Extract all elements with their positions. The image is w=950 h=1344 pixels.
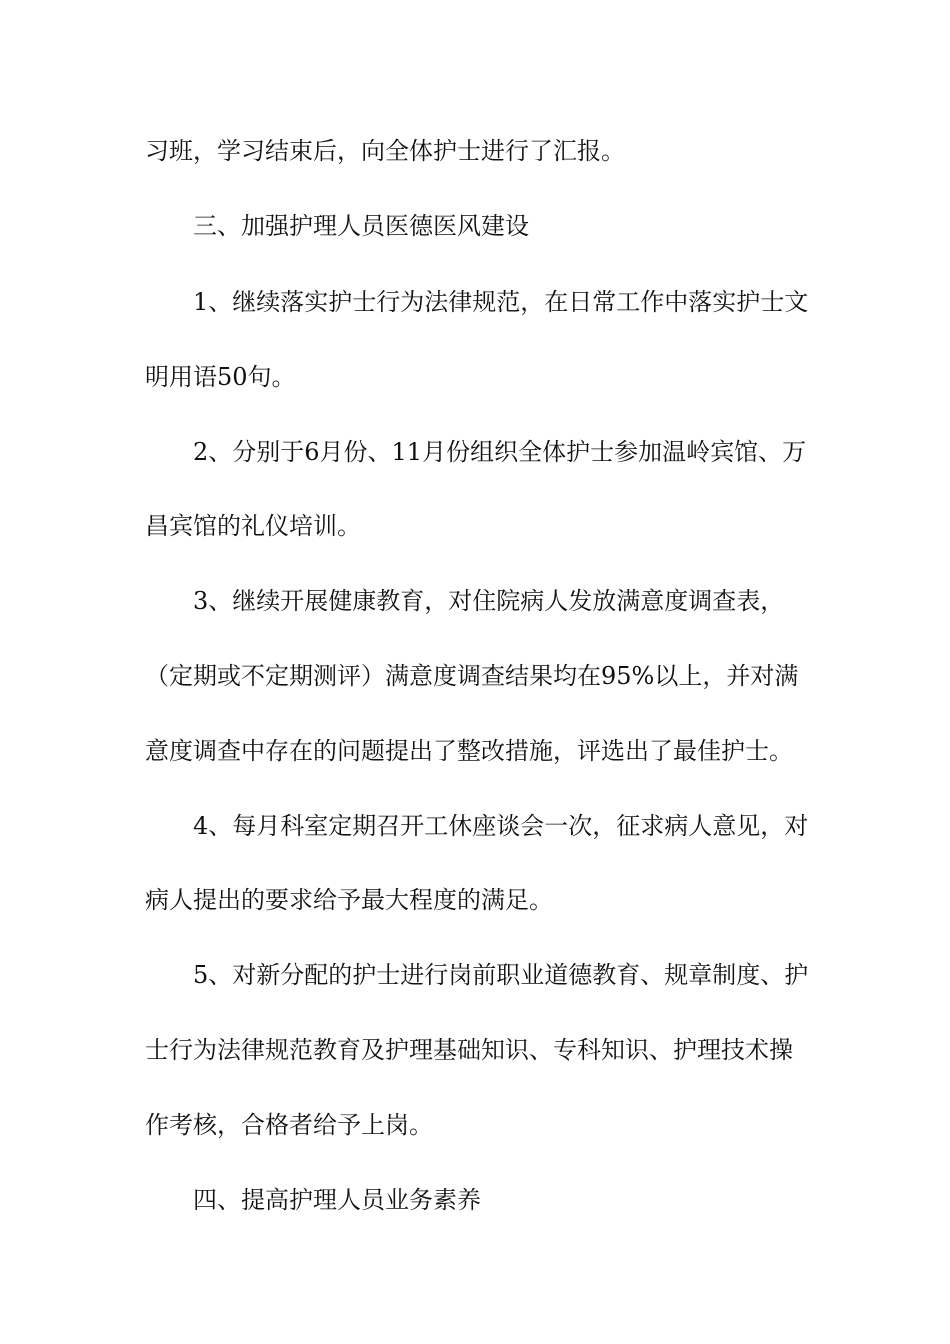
text-line: 1、继续落实护士行为法律规范，在日常工作中落实护士文 (145, 288, 809, 316)
text-line: 明用语50句。 (145, 363, 296, 391)
text-line: （定期或不定期测评）满意度调查结果均在95%以上，并对满 (145, 662, 799, 690)
text-line: 5、对新分配的护士进行岗前职业道德教育、规章制度、护 (145, 961, 809, 989)
section-heading: 三、加强护理人员医德医风建设 (145, 212, 529, 240)
text-line: 习班，学习结束后，向全体护士进行了汇报。 (145, 137, 625, 165)
text-line: 昌宾馆的礼仪培训。 (145, 512, 361, 540)
text-line: 意度调查中存在的问题提出了整改措施，评选出了最佳护士。 (145, 737, 793, 765)
text-line: 病人提出的要求给予最大程度的满足。 (145, 886, 553, 914)
text-line: 3、继续开展健康教育，对住院病人发放满意度调查表， (145, 587, 785, 615)
text-line: 作考核，合格者给予上岗。 (145, 1111, 433, 1139)
section-heading: 四、提高护理人员业务素养 (145, 1186, 481, 1214)
text-line: 士行为法律规范教育及护理基础知识、专科知识、护理技术操 (145, 1036, 793, 1064)
text-line: 2、分别于6月份、11月份组织全体护士参加温岭宾馆、万 (145, 438, 807, 466)
text-line: 4、每月科室定期召开工休座谈会一次，征求病人意见，对 (145, 812, 809, 840)
